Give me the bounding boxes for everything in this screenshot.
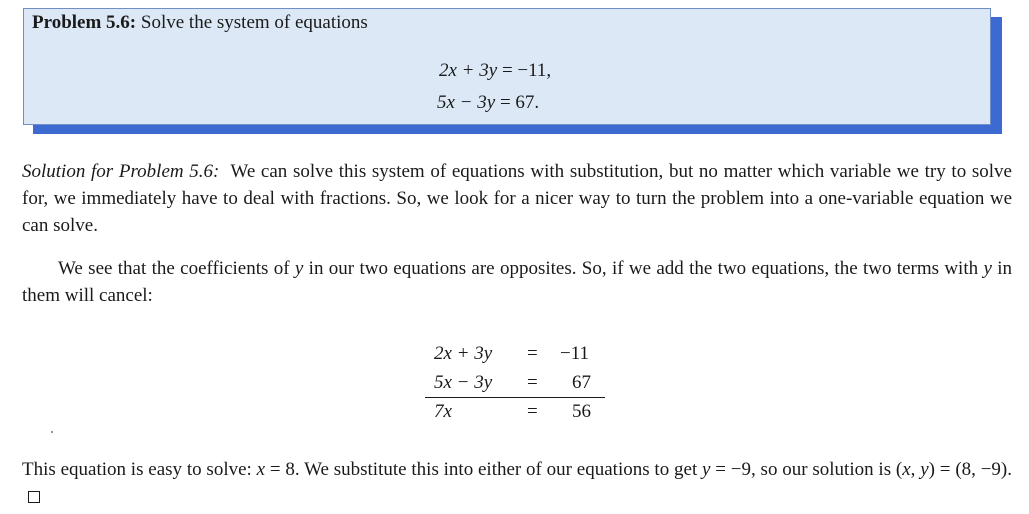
add-row1-lhs: 2x + 3y [434, 343, 493, 364]
qed-square-icon [28, 491, 40, 503]
para3-text-d: ) = (8, −9). [928, 459, 1012, 480]
problem-statement: Solve the system of equations [140, 12, 368, 33]
eq1-rhs: −11, [517, 60, 552, 81]
solution-paragraph-3 [22, 456, 1012, 510]
problem-equation-2 [437, 92, 539, 114]
solution-paragraph-1 [22, 158, 1012, 239]
para3-var-y2: y [920, 459, 929, 480]
para2-text-b: in our two equations are opposites. So, if we add the two equations, the two terms with [303, 258, 984, 279]
para3-comma: , [910, 459, 921, 480]
para3-text-c: = −9, so our solution is ( [710, 459, 903, 480]
para2-var-y2: y [983, 258, 992, 279]
problem-label: Problem 5.6: [32, 12, 137, 33]
add-row1-rel: = [527, 343, 538, 364]
eq2-lhs: 5x − 3y [437, 92, 496, 113]
add-row2-rhs: 67 [572, 372, 591, 393]
solution-paragraph-2 [22, 255, 1012, 309]
para3-var-y: y [702, 459, 711, 480]
add-row3-rel: = [527, 401, 538, 422]
para3-text-a: This equation is easy to solve: [22, 459, 257, 480]
sum-rule [425, 397, 605, 398]
para3-var-x: x [256, 459, 266, 480]
eq1-rel: = [501, 60, 513, 81]
para2-text-c: in them will cancel: [22, 258, 1013, 306]
problem-header [32, 12, 368, 34]
add-row3-lhs: 7x [434, 401, 452, 422]
eq2-rel: = [499, 92, 511, 113]
add-row3-rhs: 56 [572, 401, 591, 422]
para3-var-x2: x [902, 459, 911, 480]
eq2-rhs: 67. [515, 92, 540, 113]
para2-text-a: We see that the coefficients of [58, 258, 295, 279]
para2-var-y: y [294, 258, 304, 279]
para3-text-b: = 8. We substitute this into either of our equations to get [265, 459, 703, 480]
eq1-lhs: 2x + 3y [439, 60, 498, 81]
add-row1-rhs: −11 [560, 343, 590, 364]
add-row2-rel: = [527, 372, 538, 393]
solution-heading: Solution for Problem 5.6: [22, 161, 220, 182]
problem-equation-1 [439, 60, 551, 82]
scan-speck [51, 431, 53, 433]
add-row2-lhs: 5x − 3y [434, 372, 493, 393]
solution-para1-text: We can solve this system of equations with substitution, but no matter which variable we try to solve for, we immediately have to deal with fractions. So, we look for a nicer way to turn the problem into a one-variable equation we can solve. [22, 161, 1012, 236]
